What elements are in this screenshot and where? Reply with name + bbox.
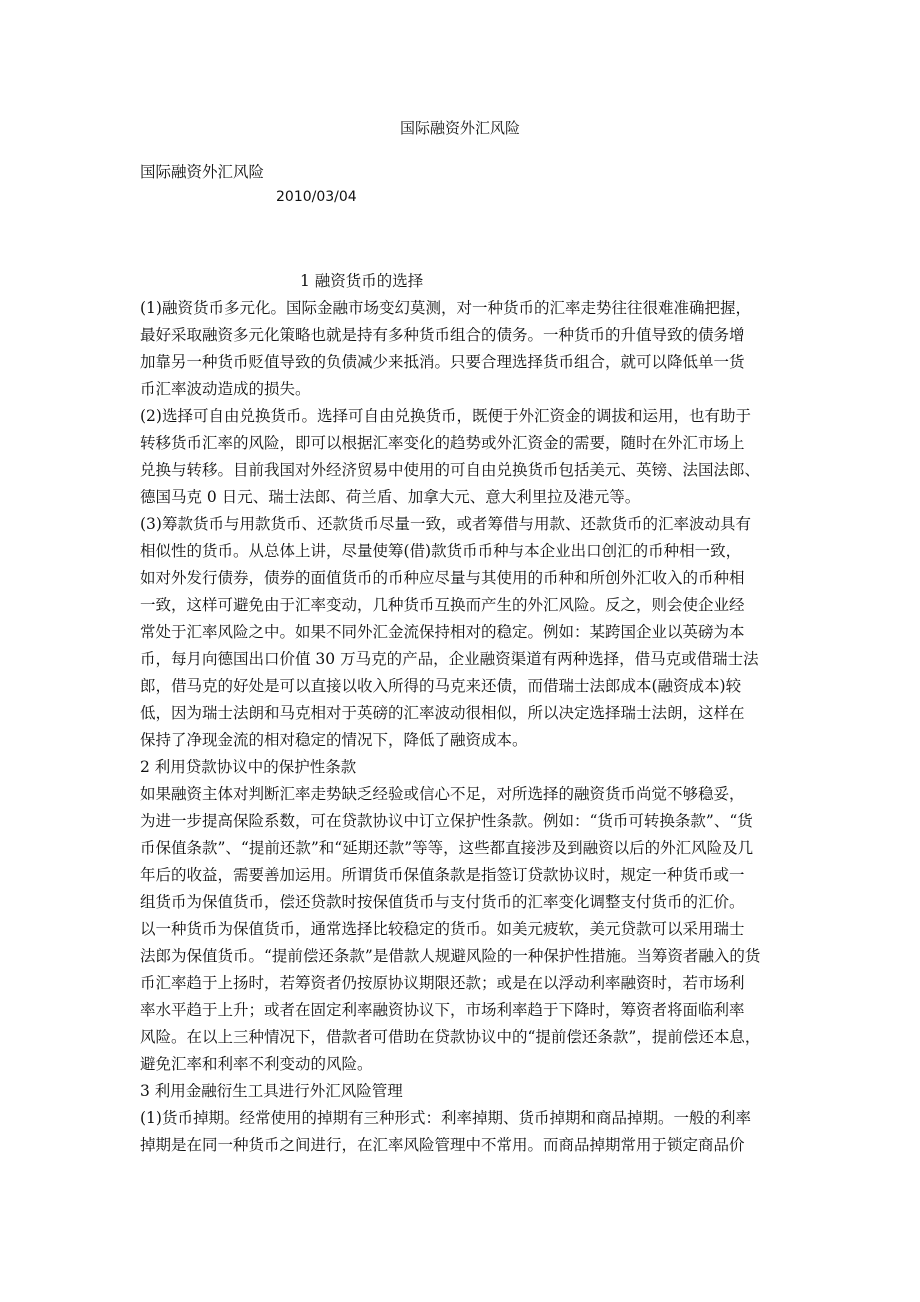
paragraph-line: 如果融资主体对判断汇率走势缺乏经验或信心不足，对所选择的融资货币尚觉不够稳妥， [140, 785, 745, 803]
section-heading-1: 1 融资货币的选择 [300, 272, 424, 290]
paragraph-line: 以一种货币为保值货币，通常选择比较稳定的货币。如美元疲软，美元贷款可以采用瑞士 [140, 920, 745, 938]
paragraph-line: 避免汇率和利率不利变动的风险。 [140, 1055, 373, 1073]
article-body [140, 268, 800, 1159]
paragraph-line: 一致，这样可避免由于汇率变动，几种货币互换而产生的外汇风险。反之，则会使企业经 [140, 596, 745, 614]
paragraph-line: 币汇率趋于上扬时，若筹资者仍按原协议期限还款；或是在以浮动利率融资时，若市场利 [140, 974, 745, 992]
section-heading-3: 3 利用金融衍生工具进行外汇风险管理 [140, 1082, 403, 1100]
paragraph-line: 德国马克 0 日元、瑞士法郎、荷兰盾、加拿大元、意大利里拉及港元等。 [140, 488, 641, 506]
paragraph-line: 组货币为保值货币，偿还贷款时按保值货币与支付货币的汇率变化调整支付货币的汇价。 [140, 893, 745, 911]
paragraph-line: (1)融资货币多元化。国际金融市场变幻莫测，对一种货币的汇率走势往往很难准确把握， [140, 299, 751, 317]
paragraph-line: 如对外发行债券，债券的面值货币的币种应尽量与其使用的币种和所创外汇收入的币种相 [140, 569, 745, 587]
paragraph-line: 年后的收益，需要善加运用。所谓货币保值条款是指签订贷款协议时，规定一种货币或一 [140, 866, 745, 884]
paragraph-line: (3)筹款货币与用款货币、还款货币尽量一致，或者筹借与用款、还款货币的汇率波动具有 [140, 515, 751, 533]
paragraph-line: 兑换与转移。目前我国对外经济贸易中使用的可自由兑换货币包括美元、英镑、法国法郎、 [140, 461, 761, 479]
paragraph-line: 相似性的货币。从总体上讲，尽量使筹(借)款货币币种与本企业出口创汇的币种相一致， [140, 542, 742, 560]
paragraph-line: 掉期是在同一种货币之间进行，在汇率风险管理中不常用。而商品掉期常用于锁定商品价 [140, 1136, 745, 1154]
paragraph-line: 低，因为瑞士法朗和马克相对于英磅的汇率波动很相似，所以决定选择瑞士法朗，这样在 [140, 704, 745, 722]
paragraph-line: 郎，借马克的好处是可以直接以收入所得的马克来还债，而借瑞士法郎成本(融资成本)较 [140, 677, 742, 695]
paragraph-line: 风险。在以上三种情况下，借款者可借助在贷款协议中的“提前偿还条款”，提前偿还本息， [140, 1028, 761, 1046]
article-title: 国际融资外汇风险 [140, 163, 265, 181]
paragraph-line: (1)货币掉期。经常使用的掉期有三种形式：利率掉期、货币掉期和商品掉期。一般的利率 [140, 1109, 751, 1127]
paragraph-line: 最好采取融资多元化策略也就是持有多种货币组合的债务。一种货币的升值导致的债务增 [140, 326, 745, 344]
paragraph-line: 加靠另一种货币贬值导致的负债减少来抵消。只要合理选择货币组合，就可以降低单一货 [140, 353, 745, 371]
paragraph-line: (2)选择可自由兑换货币。选择可自由兑换货币，既便于外汇资金的调拔和运用，也有助于 [140, 407, 751, 425]
paragraph-line: 常处于汇率风险之中。如果不同外汇金流保持相对的稳定。例如：某跨国企业以英磅为本 [140, 623, 745, 641]
paragraph-line: 率水平趋于上升；或者在固定利率融资协议下，市场利率趋于下降时，筹资者将面临利率 [140, 1001, 745, 1019]
paragraph-line: 币，每月向德国出口价值 30 万马克的产品，企业融资渠道有两种选择，借马克或借瑞士法 [140, 650, 759, 668]
paragraph-line: 法郎为保值货币。“提前偿还条款”是借款人规避风险的一种保护性措施。当筹资者融入的货 [140, 947, 761, 965]
document-title: 国际融资外汇风险 [399, 119, 520, 137]
publish-date: 2010/03/04 [276, 189, 357, 205]
paragraph-line: 币保值条款”、“提前还款”和“延期还款”等等，这些都直接涉及到融资以后的外汇风险及几 [140, 839, 754, 857]
paragraph-line: 转移货币汇率的风险，即可以根据汇率变化的趋势或外汇资金的需要，随时在外汇市场上 [140, 434, 745, 452]
paragraph-line: 为进一步提高保险系数，可在贷款协议中订立保护性条款。例如：“货币可转换条款”、“货 [140, 812, 753, 830]
paragraph-line: 保持了净现金流的相对稳定的情况下，降低了融资成本。 [140, 731, 528, 749]
paragraph-line: 币汇率波动造成的损失。 [140, 380, 311, 398]
section-heading-2: 2 利用贷款协议中的保护性条款 [140, 758, 357, 776]
